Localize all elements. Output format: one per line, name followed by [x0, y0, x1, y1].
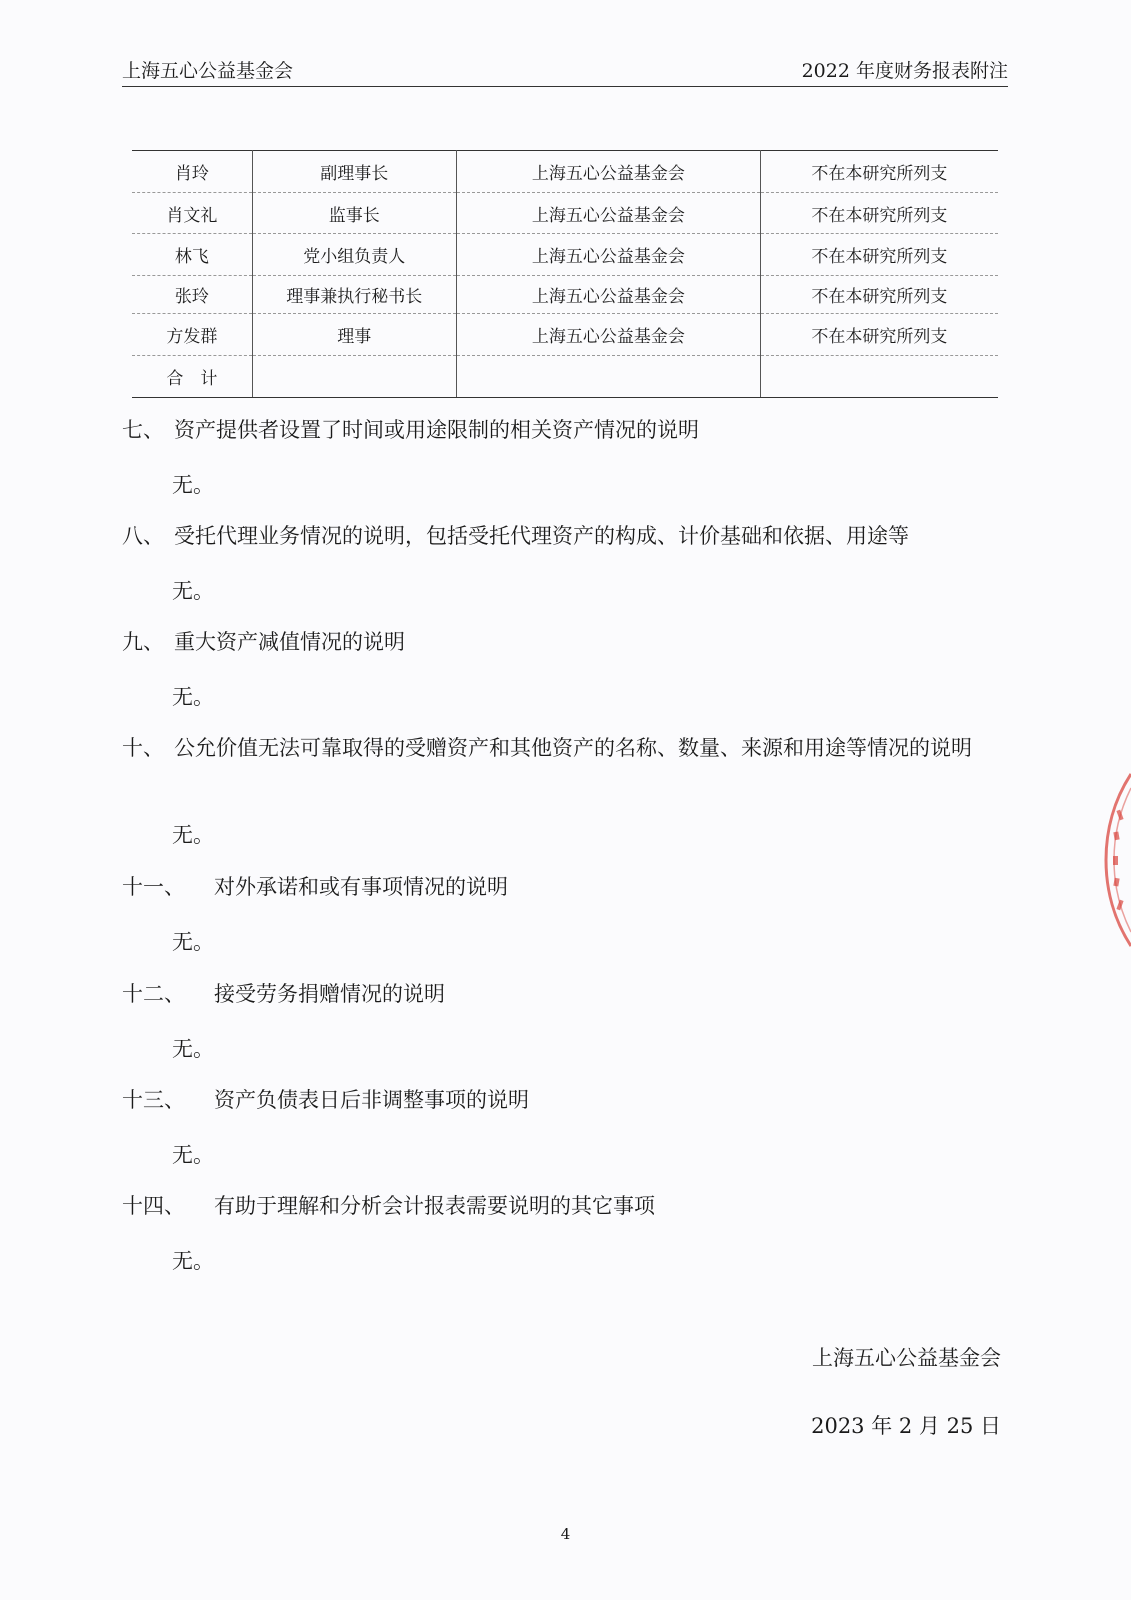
header-report-title: 2022 年度财务报表附注	[801, 60, 1008, 82]
cell-note: 不在本研究所列支	[760, 151, 998, 193]
section-title: 对外承诺和或有事项情况的说明	[214, 875, 508, 899]
cell-empty	[456, 356, 760, 398]
cell-note: 不在本研究所列支	[760, 314, 998, 356]
section-8-answer: 无。	[172, 579, 214, 603]
section-number: 八、	[122, 524, 164, 548]
section-title: 公允价值无法可靠取得的受赠资产和其他资产的名称、数量、来源和用途等情况的说明	[174, 736, 972, 760]
section-title: 受托代理业务情况的说明，包括受托代理资产的构成、计价基础和依据、用途等	[174, 524, 909, 548]
section-9-answer: 无。	[172, 685, 214, 709]
cell-role: 理事兼执行秘书长	[252, 276, 456, 314]
cell-name: 张玲	[132, 276, 252, 314]
cell-role: 党小组负责人	[252, 234, 456, 276]
page-number: 4	[560, 1525, 571, 1543]
cell-name: 林飞	[132, 234, 252, 276]
section-12-heading	[122, 977, 445, 1011]
section-14-answer: 无。	[172, 1249, 214, 1273]
section-number: 十二、	[122, 982, 185, 1006]
table-row	[132, 314, 998, 356]
section-number: 十三、	[122, 1088, 185, 1112]
section-7-answer: 无。	[172, 473, 214, 497]
section-title: 有助于理解和分析会计报表需要说明的其它事项	[214, 1194, 655, 1218]
section-10-answer: 无。	[172, 823, 214, 847]
table-row	[132, 193, 998, 234]
section-title: 资产负债表日后非调整事项的说明	[214, 1088, 529, 1112]
section-title: 重大资产减值情况的说明	[174, 630, 405, 654]
cell-total-label: 合 计	[132, 356, 252, 398]
cell-role: 理事	[252, 314, 456, 356]
section-number: 七、	[122, 418, 164, 442]
section-number: 十、	[122, 736, 164, 760]
section-title: 接受劳务捐赠情况的说明	[214, 982, 445, 1006]
section-number: 十一、	[122, 875, 185, 899]
cell-org: 上海五心公益基金会	[456, 193, 760, 234]
section-7-heading	[122, 413, 699, 447]
cell-name: 肖玲	[132, 151, 252, 193]
section-13-answer: 无。	[172, 1143, 214, 1167]
signature-date: 2023 年 2 月 25 日	[811, 1414, 1001, 1438]
cell-note: 不在本研究所列支	[760, 193, 998, 234]
table-row	[132, 151, 998, 193]
cell-role: 副理事长	[252, 151, 456, 193]
section-11-heading	[122, 870, 508, 904]
cell-name: 方发群	[132, 314, 252, 356]
cell-name: 肖文礼	[132, 193, 252, 234]
cell-empty	[760, 356, 998, 398]
cell-org: 上海五心公益基金会	[456, 276, 760, 314]
section-number: 九、	[122, 630, 164, 654]
page-header	[122, 56, 1008, 87]
section-10-heading	[122, 731, 1008, 765]
seal-stamp-icon	[1100, 770, 1131, 950]
cell-org: 上海五心公益基金会	[456, 314, 760, 356]
table-row	[132, 276, 998, 314]
section-13-heading	[122, 1083, 529, 1117]
cell-org: 上海五心公益基金会	[456, 234, 760, 276]
cell-empty	[252, 356, 456, 398]
section-12-answer: 无。	[172, 1037, 214, 1061]
section-number: 十四、	[122, 1194, 185, 1218]
section-14-heading	[122, 1189, 655, 1223]
section-8-heading	[122, 519, 909, 553]
header-org-name: 上海五心公益基金会	[122, 60, 294, 82]
staff-table	[132, 150, 998, 398]
section-9-heading	[122, 625, 405, 659]
section-11-answer: 无。	[172, 930, 214, 954]
cell-note: 不在本研究所列支	[760, 234, 998, 276]
cell-org: 上海五心公益基金会	[456, 151, 760, 193]
cell-note: 不在本研究所列支	[760, 276, 998, 314]
table-row	[132, 234, 998, 276]
section-title: 资产提供者设置了时间或用途限制的相关资产情况的说明	[174, 418, 699, 442]
table-total-row	[132, 356, 998, 398]
cell-role: 监事长	[252, 193, 456, 234]
signature-org: 上海五心公益基金会	[812, 1346, 1001, 1370]
